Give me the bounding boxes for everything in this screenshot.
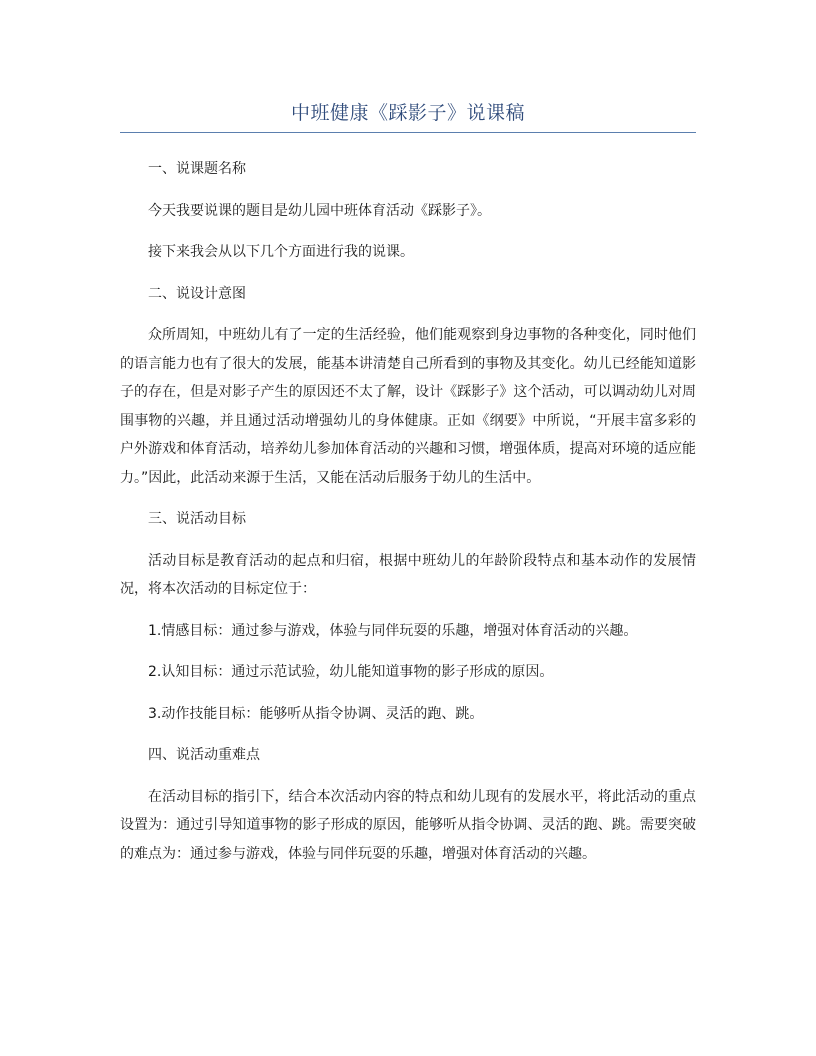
goal-item-cognition: 2.认知目标：通过示范试验，幼儿能知道事物的影子形成的原因。 xyxy=(148,664,554,680)
document-title: 中班健康《踩影子》说课稿 xyxy=(290,102,525,124)
paragraph-key-points: 在活动目标的指引下，结合本次活动内容的特点和幼儿现有的发展水平，将此活动的重点设置为：通过引导知道事物的影子形成的原因，能够听从指令协调、灵活的跑、跳。需要突破的难点为：通过参与游戏，体验与同伴玩耍的乐趣，增强对体育活动的兴趣。 xyxy=(120,788,696,862)
title-underline xyxy=(120,132,696,133)
section-heading-3: 三、说活动目标 xyxy=(148,511,246,527)
section-heading-1: 一、说课题名称 xyxy=(148,161,246,177)
paragraph-goals-intro: 活动目标是教育活动的起点和归宿，根据中班幼儿的年龄阶段特点和基本动作的发展情况，将本次活动的目标定位于： xyxy=(120,552,696,597)
section-heading-2: 二、说设计意图 xyxy=(148,285,246,302)
document-body xyxy=(120,155,696,881)
goal-item-motor-skill: 3.动作技能目标：能够听从指令协调、灵活的跑、跳。 xyxy=(148,705,484,722)
paragraph-design-intent: 众所周知，中班幼儿有了一定的生活经验，他们能观察到身边事物的各种变化，同时他们的语言能力也有了很大的发展，能基本讲清楚自己所看到的事物及其变化。幼儿已经能知道影子的存在，但是对影子产生的原因还不太了解，设计《踩影子》这个活动，可以调动幼儿对周围事物的兴趣，并且通过活动增强幼儿的身体健康。正如《纲要》中所说，“开展丰富多彩的户外游戏和体育活动，培养幼儿参加体育活动的兴趣和习惯，增强体质，提高对环境的适应能力。”因此，此活动来源于生活，又能在活动后服务于幼儿的生活中。 xyxy=(120,327,696,486)
goal-item-emotion: 1.情感目标：通过参与游戏，体验与同伴玩耍的乐趣，增强对体育活动的兴趣。 xyxy=(148,622,638,639)
section-heading-4: 四、说活动重难点 xyxy=(148,747,260,763)
paragraph-topic: 今天我要说课的题目是幼儿园中班体育活动《踩影子》。 xyxy=(148,202,491,219)
paragraph-intro: 接下来我会从以下几个方面进行我的说课。 xyxy=(148,244,414,260)
